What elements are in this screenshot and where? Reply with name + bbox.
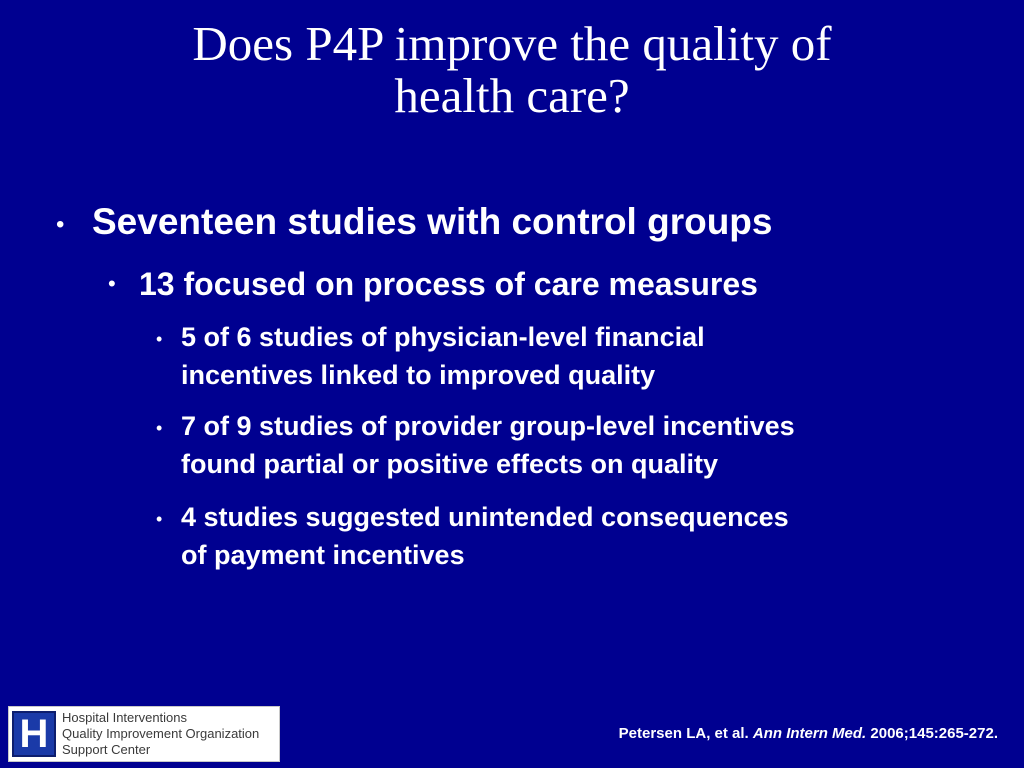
bullet-level3-item-1 xyxy=(181,318,981,394)
logo-text-line-1: Hospital Interventions xyxy=(62,710,188,725)
bullet-dot-level3-1: • xyxy=(156,329,163,349)
bullet-level1: Seventeen studies with control groups xyxy=(92,201,773,242)
logo-text-line-3: Support Center xyxy=(62,742,151,757)
slide-title-line-1: Does P4P improve the quality of xyxy=(192,16,832,71)
citation-details: 2006;145:265-272. xyxy=(870,725,998,742)
logo-text xyxy=(62,710,259,758)
bullet-level3-item-3-line-1: 4 studies suggested unintended consequences xyxy=(181,502,789,532)
logo-text-line-2: Quality Improvement Organization xyxy=(62,726,260,741)
hospital-h-icon: H xyxy=(12,711,56,757)
bullet-dot-level3-2: • xyxy=(156,418,163,438)
slide-title-line-2: health care? xyxy=(394,68,630,123)
bullet-dot-level1: • xyxy=(56,211,65,238)
bullet-dot-level3-3: • xyxy=(156,509,163,529)
bullet-level3-item-2 xyxy=(181,407,981,483)
bullet-level3-item-1-line-2: incentives linked to improved quality xyxy=(181,360,656,390)
bullet-level2: 13 focused on process of care measures xyxy=(139,266,758,302)
organization-logo xyxy=(8,706,280,762)
bullet-level3-item-2-line-1: 7 of 9 studies of provider group-level incentives xyxy=(181,411,795,441)
bullet-level3-item-1-line-1: 5 of 6 studies of physician-level financial xyxy=(181,322,705,352)
citation-authors: Petersen LA, et al. xyxy=(618,725,749,742)
bullet-level3-item-3-line-2: of payment incentives xyxy=(181,540,465,570)
citation-journal: Ann Intern Med. xyxy=(752,725,867,742)
bullet-level3-item-3 xyxy=(181,498,981,574)
bullet-dot-level2: • xyxy=(108,271,116,296)
citation xyxy=(619,725,998,742)
bullet-level3-item-2-line-2: found partial or positive effects on quality xyxy=(181,449,719,479)
